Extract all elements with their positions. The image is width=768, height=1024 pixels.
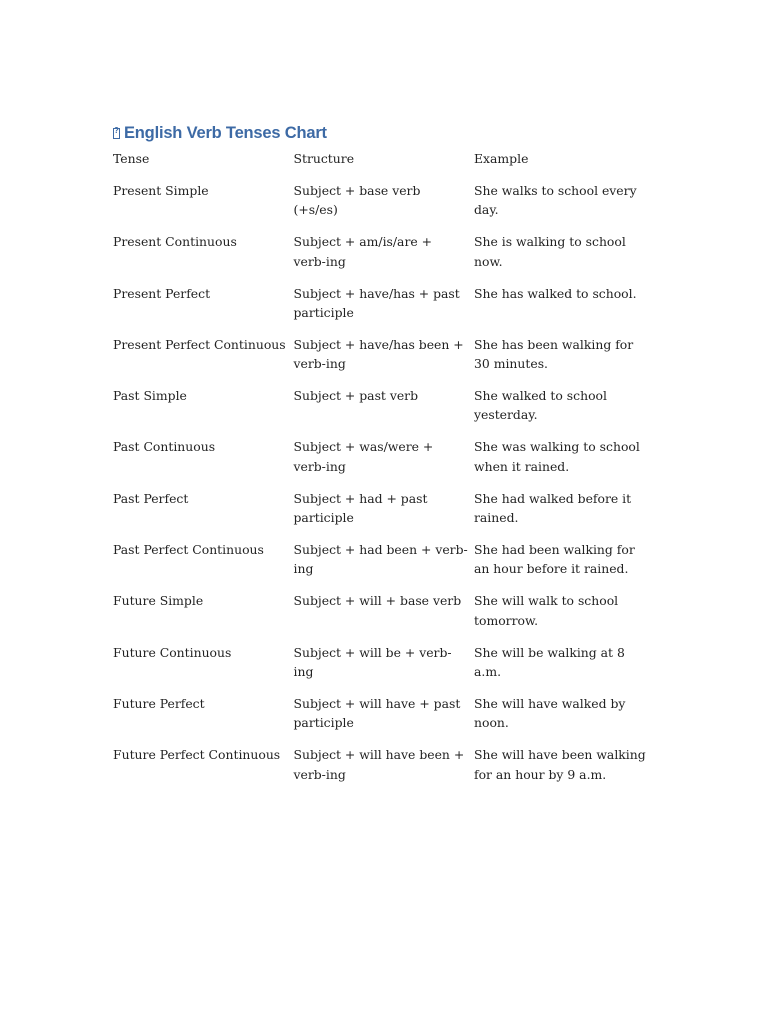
tense-cell: Present Perfect Continuous bbox=[113, 336, 286, 352]
header-tense: Tense bbox=[113, 151, 150, 166]
structure-cell: Subject + base verb (+s/es) bbox=[293, 183, 421, 218]
table-row bbox=[113, 540, 653, 591]
missing-glyph-icon bbox=[113, 128, 120, 139]
title-text: English Verb Tenses Chart bbox=[124, 124, 327, 142]
example-cell: She is walking to school now. bbox=[474, 234, 626, 269]
structure-cell: Subject + will be + verb-ing bbox=[293, 644, 452, 679]
example-cell: She will be walking at 8 a.m. bbox=[474, 644, 625, 679]
example-cell: She had been walking for an hour before it rained. bbox=[474, 542, 635, 577]
table-row bbox=[113, 386, 653, 437]
tense-cell: Future Perfect Continuous bbox=[113, 747, 281, 763]
structure-cell: Subject + had + past participle bbox=[293, 490, 428, 526]
table-row bbox=[113, 694, 653, 745]
table-header-row bbox=[113, 148, 653, 181]
structure-cell: Subject + was/were + verb-ing bbox=[293, 439, 434, 474]
header-structure: Structure bbox=[293, 151, 355, 166]
table-row bbox=[113, 437, 653, 488]
structure-cell: Subject + past verb bbox=[293, 388, 419, 404]
table-row bbox=[113, 232, 653, 283]
header-example: Example bbox=[474, 151, 529, 166]
example-cell: She will have walked by noon. bbox=[474, 695, 626, 731]
example-cell: She has been walking for 30 minutes. bbox=[474, 336, 634, 372]
example-cell: She will walk to school tomorrow. bbox=[474, 593, 619, 628]
tense-cell: Present Perfect bbox=[113, 285, 211, 301]
tense-cell: Past Perfect bbox=[113, 490, 189, 506]
structure-cell: Subject + had been + verb-ing bbox=[293, 542, 468, 577]
table-row bbox=[113, 489, 653, 540]
example-cell: She walked to school yesterday. bbox=[474, 388, 607, 423]
document-title bbox=[113, 124, 327, 143]
tense-cell: Past Simple bbox=[113, 388, 187, 404]
tense-cell: Future Continuous bbox=[113, 644, 232, 660]
table-row bbox=[113, 591, 653, 642]
tense-cell: Future Perfect bbox=[113, 695, 205, 711]
tense-cell: Present Continuous bbox=[113, 234, 237, 250]
table-row bbox=[113, 745, 653, 796]
example-cell: She has walked to school. bbox=[474, 285, 637, 301]
example-cell: She walks to school every day. bbox=[474, 183, 637, 218]
tense-cell: Future Simple bbox=[113, 593, 204, 609]
example-cell: She was walking to school when it rained. bbox=[474, 439, 640, 474]
example-cell: She had walked before it rained. bbox=[474, 490, 632, 526]
tense-cell: Past Continuous bbox=[113, 439, 216, 455]
tense-cell: Present Simple bbox=[113, 183, 209, 198]
table-row bbox=[113, 181, 653, 232]
table-row bbox=[113, 335, 653, 386]
structure-cell: Subject + will + base verb bbox=[293, 593, 462, 609]
structure-cell: Subject + have/has been + verb-ing bbox=[293, 336, 464, 372]
example-cell: She will have been walking for an hour by 9 a.m. bbox=[474, 747, 646, 782]
structure-cell: Subject + will have + past participle bbox=[293, 695, 461, 731]
structure-cell: Subject + will have been + verb-ing bbox=[293, 747, 465, 782]
tense-cell: Past Perfect Continuous bbox=[113, 542, 264, 558]
structure-cell: Subject + am/is/are + verb-ing bbox=[293, 234, 433, 269]
structure-cell: Subject + have/has + past participle bbox=[293, 285, 460, 320]
table-row bbox=[113, 643, 653, 694]
table-row bbox=[113, 284, 653, 335]
verb-tenses-table bbox=[113, 148, 653, 797]
